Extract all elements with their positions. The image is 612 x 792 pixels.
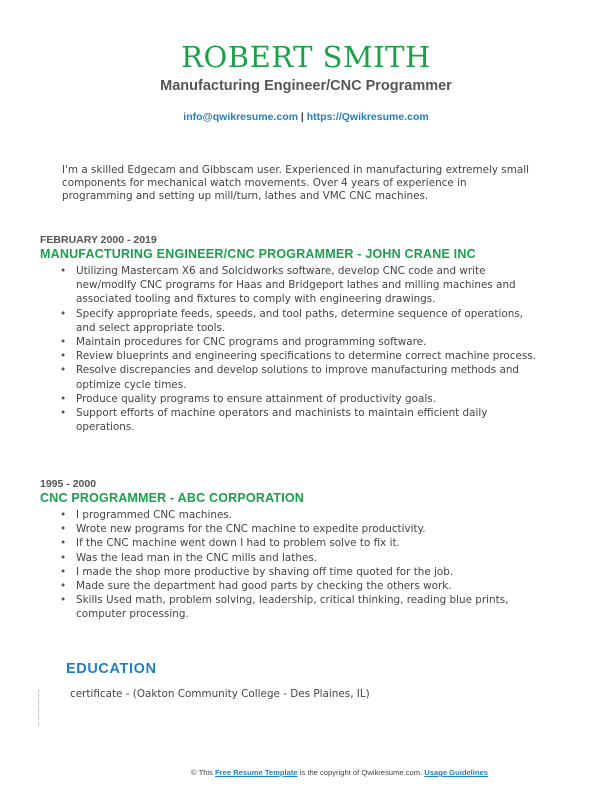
bullet-item: • Specify appropriate feeds, speeds, and tool paths, determine sequence of operations, and select appropriate tools. [40,307,540,335]
usage-guidelines-link[interactable]: Usage Guidelines [424,768,488,777]
summary-text: I'm a skilled Edgecam and Gibbscam user. Experienced in manufacturing extremely small components for mechanical watch movements. Over 4 years of experience in programming and setting up mill/turn, lathes and VMC CNC machines. [62,164,529,203]
bullet-item: • Produce quality programs to ensure attainment of productivity goals. [40,392,540,406]
education-entry: certificate - (Oakton Community College - Des Plaines, IL) [70,688,370,700]
bullet-item: • Made sure the department had good parts by checking the others work. [40,579,540,593]
experience-entry [40,234,540,434]
bullet-item: • Maintain procedures for CNC programs and programming software. [40,335,540,349]
bullet-item: • Skills Used math, problem solving, leadership, critical thinking, reading blue prints, computer processing. [40,593,540,621]
contact-line [0,111,612,123]
education-divider [38,690,39,726]
bullet-item: • Support efforts of machine operators and machinists to maintain efficient daily operations. [40,406,540,434]
email-link[interactable]: info@qwikresume.com [183,111,298,123]
bullet-item: • Was the lead man in the CNC mills and lathes. [40,551,540,565]
bullet-item: • If the CNC machine went down I had to problem solve to fix it. [40,536,540,550]
experience-bullets [40,264,540,434]
bullet-item: • Resolve discrepancies and develop solutions to improve manufacturing methods and optimize cycle times. [40,363,540,391]
footer-prefix: © This [191,768,213,777]
experience-entry [40,478,540,622]
experience-role: MANUFACTURING ENGINEER/CNC PROGRAMMER - JOHN CRANE INC [40,247,476,261]
free-resume-template-link[interactable]: Free Resume Template [215,768,298,777]
footer-copyright: is the copyright of Qwikresume.com. [299,768,423,777]
bullet-item: • I programmed CNC machines. [40,508,540,522]
experience-role: CNC PROGRAMMER - ABC CORPORATION [40,491,305,505]
bullet-item: • I made the shop more productive by shaving off time quoted for the job. [40,565,540,579]
website-link[interactable]: https://Qwikresume.com [306,111,429,123]
bullet-item: • Review blueprints and engineering specifications to determine correct machine process. [40,349,540,363]
job-title: Manufacturing Engineer/CNC Programmer [160,78,452,94]
experience-dates: FEBRUARY 2000 - 2019 [40,234,157,246]
bullet-item: • Utilizing Mastercam X6 and Solcidworks software, develop CNC code and write new/modify CNC programs for Haas and Bridgeport lathes and milling machines and associated tooling and fixtures to comply with engineering drawings. [40,264,540,307]
experience-bullets [40,508,540,622]
contact-separator: | [300,111,304,123]
education-heading: EDUCATION [66,661,157,677]
bullet-item: • Wrote new programs for the CNC machine to expedite productivity. [40,522,540,536]
candidate-name: ROBERT SMITH [181,40,431,74]
experience-dates: 1995 - 2000 [40,478,97,490]
